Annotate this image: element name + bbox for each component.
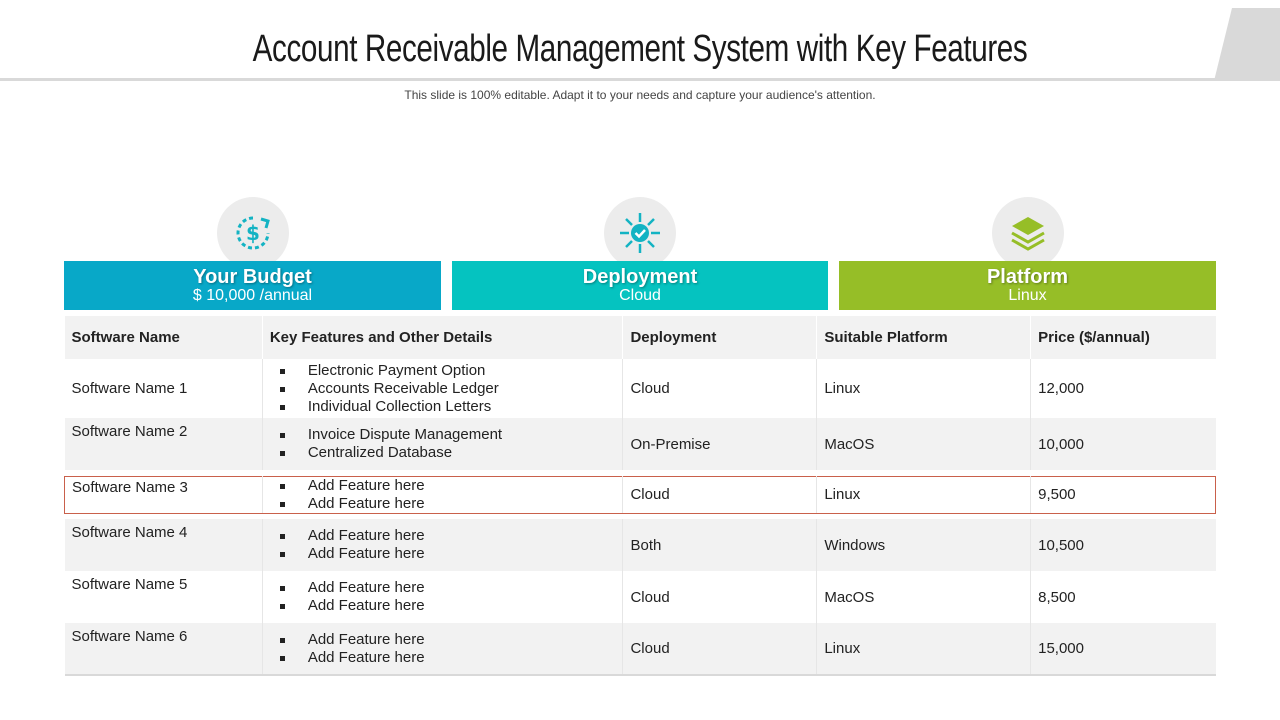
deployment-cell: Both xyxy=(623,519,817,571)
deployment-icon-circle xyxy=(604,197,676,269)
platform-cell: MacOS xyxy=(817,571,1031,623)
column-header: Price ($/annual) xyxy=(1031,316,1216,359)
list-item: Individual Collection Letters xyxy=(278,398,616,416)
deployment-cell: On-Premise xyxy=(623,418,817,470)
list-item: Accounts Receivable Ledger xyxy=(278,380,616,398)
deployment-cell: Cloud xyxy=(623,476,817,513)
list-item: Invoice Dispute Management xyxy=(278,426,616,444)
platform-cell: Windows xyxy=(817,519,1031,571)
price-cell: 10,000 xyxy=(1031,418,1216,470)
budget-header xyxy=(64,261,441,310)
page-title: Account Receivable Management System with Key Features xyxy=(252,28,1028,70)
table-row xyxy=(65,418,1216,470)
platform-title: Platform xyxy=(986,265,1069,288)
software-name: Software Name 6 xyxy=(65,623,263,675)
features-cell xyxy=(262,476,623,513)
list-item: Add Feature here xyxy=(278,579,616,597)
layers-icon xyxy=(1008,213,1048,253)
list-item: Add Feature here xyxy=(278,631,616,649)
deployment-header xyxy=(452,261,828,310)
features-cell xyxy=(262,359,623,418)
list-item: Centralized Database xyxy=(278,444,616,462)
deployment-title: Deployment xyxy=(582,265,698,288)
software-name: Software Name 5 xyxy=(65,571,263,623)
dollar-cycle-icon xyxy=(233,213,273,253)
table-row xyxy=(65,571,1216,623)
software-comparison-table xyxy=(64,316,1216,676)
list-item: Add Feature here xyxy=(278,649,616,667)
feature-list xyxy=(270,579,616,615)
features-cell xyxy=(262,418,623,470)
deployment-cell: Cloud xyxy=(623,359,817,418)
features-cell xyxy=(262,571,623,623)
subtitle: This slide is 100% editable. Adapt it to your needs and capture your audience's attention. xyxy=(404,88,876,102)
platform-cell: MacOS xyxy=(817,418,1031,470)
list-item: Add Feature here xyxy=(278,527,616,545)
cloud-network-icon xyxy=(617,210,663,256)
platform-header xyxy=(839,261,1216,310)
feature-list xyxy=(270,426,616,462)
list-item: Add Feature here xyxy=(278,597,616,615)
price-cell: 15,000 xyxy=(1031,623,1216,675)
software-name: Software Name 2 xyxy=(65,418,263,470)
list-item: Add Feature here xyxy=(278,545,616,563)
budget-value: $ 10,000 /annual xyxy=(192,286,313,304)
feature-list xyxy=(270,527,616,563)
table-header-row xyxy=(65,316,1216,359)
corner-decoration xyxy=(1214,8,1280,81)
budget-icon-circle xyxy=(217,197,289,269)
feature-list xyxy=(270,631,616,667)
column-header: Suitable Platform xyxy=(817,316,1031,359)
deployment-cell: Cloud xyxy=(623,623,817,675)
column-header: Deployment xyxy=(623,316,817,359)
platform-icon-circle xyxy=(992,197,1064,269)
budget-title: Your Budget xyxy=(193,265,312,288)
list-item: Add Feature here xyxy=(278,495,616,513)
price-cell: 10,500 xyxy=(1031,519,1216,571)
feature-list xyxy=(270,362,616,416)
column-header: Key Features and Other Details xyxy=(262,316,623,359)
software-name: Software Name 3 xyxy=(65,476,263,513)
platform-value: Linux xyxy=(1008,286,1047,304)
list-item: Electronic Payment Option xyxy=(278,362,616,380)
column-header: Software Name xyxy=(65,316,263,359)
software-name: Software Name 1 xyxy=(65,359,263,418)
deployment-value: Cloud xyxy=(619,286,661,304)
table-row xyxy=(65,476,1216,513)
software-name: Software Name 4 xyxy=(65,519,263,571)
svg-text:$: $ xyxy=(246,221,260,245)
feature-list xyxy=(270,477,616,513)
deployment-cell: Cloud xyxy=(623,571,817,623)
table-row xyxy=(65,519,1216,571)
price-cell: 8,500 xyxy=(1031,571,1216,623)
table-row xyxy=(65,623,1216,675)
price-cell: 12,000 xyxy=(1031,359,1216,418)
title-divider xyxy=(0,78,1225,81)
features-cell xyxy=(262,519,623,571)
list-item: Add Feature here xyxy=(278,477,616,495)
platform-cell: Linux xyxy=(817,476,1031,513)
platform-cell: Linux xyxy=(817,623,1031,675)
platform-cell: Linux xyxy=(817,359,1031,418)
table-row xyxy=(65,359,1216,418)
price-cell: 9,500 xyxy=(1031,476,1216,513)
features-cell xyxy=(262,623,623,675)
